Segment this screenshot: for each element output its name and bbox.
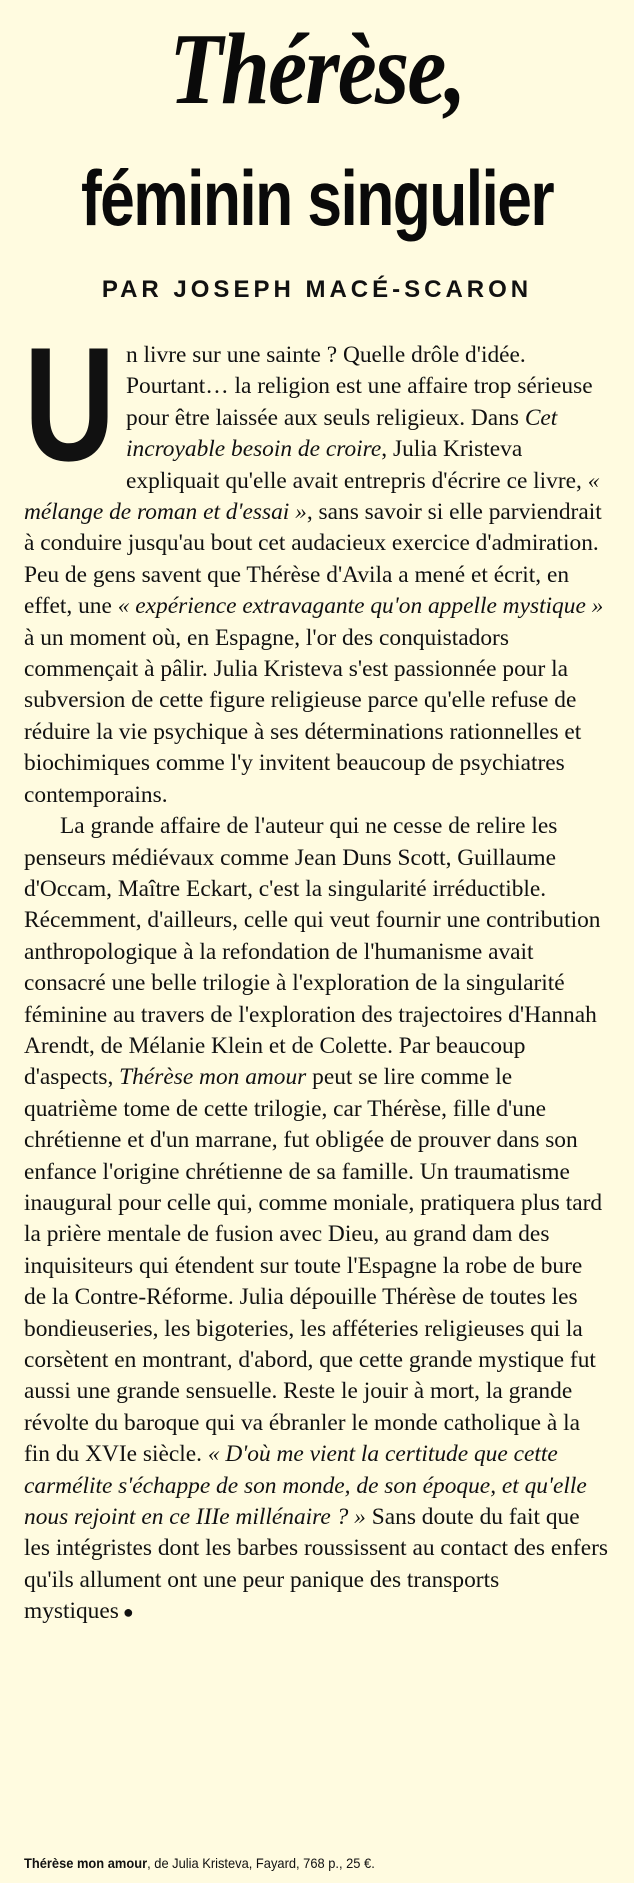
quote-italic: « expérience extravagante qu'on appelle mystique »	[117, 593, 604, 620]
headline-line-1: Thérèse,	[169, 13, 465, 126]
text-run: La grande affaire de l'auteur qui ne cesse de relire les penseurs médiévaux comme Jean Duns Scott, Guillaume d'Occam, Maître Eckart, c'est la singularité irréductible. Récemment, d'ailleurs, celle qui veut fournir une contribution anthropologique à la refondation de l'humanisme avait consacré une belle trilogie à l'exploration de la singularité féminine au travers de l'exploration des trajectoires d'Hannah Arendt, de Mélanie Klein et de Colette. Par beaucoup d'aspects,	[24, 813, 601, 1091]
text-run: à un moment où, en Espagne, l'or des conquistadors commençait à pâlir. Julia Kristeva s'est passionnée pour la subversion de cette figure religieuse parce qu'elle refuse de réduire la vie psychique à ses déterminations rationnelles et biochimiques comme l'y invitent beaucoup de psychiatres contemporains.	[24, 624, 582, 808]
drop-cap: U	[24, 314, 116, 495]
book-reference-details: , de Julia Kristeva, Fayard, 768 p., 25 €.	[147, 1855, 375, 1871]
text-run: n livre sur une sainte ? Quelle drôle d'idée. Pourtant… la religion est une affaire trop sérieuse pour être laissée aux seuls religieux. Dans	[126, 342, 593, 431]
paragraph-2	[24, 811, 610, 1629]
byline: PAR JOSEPH MACÉ-SCARON	[101, 276, 533, 303]
book-reference	[24, 1853, 576, 1873]
book-reference-title: Thérèse mon amour	[24, 1855, 148, 1871]
quote-italic: « D'où me vient la certitude que cette carmélite s'échappe de son monde, de son époque, et qu'elle nous rejoint en ce IIIe millénaire ? »	[24, 1441, 587, 1531]
book-title-italic: Thérèse mon amour	[119, 1064, 307, 1091]
text-run: Sans doute du fait que les intégristes dont les barbes roussissent au contact des enfers qu'ils allument ont une peur panique des transports mystiques	[24, 1504, 608, 1625]
headline-line-2: féminin singulier	[80, 154, 554, 242]
end-bullet: ●	[122, 1602, 134, 1623]
text-run: , Julia Kristeva expliquait qu'elle avait entrepris d'écrire ce livre,	[126, 436, 588, 494]
book-title-italic: Cet incroyable besoin de croire	[126, 404, 558, 463]
text-run: , sans savoir si elle parviendrait à conduire jusqu'au bout cet audacieux exercice d'admiration. Peu de gens savent que Thérèse d'Avila a mené et écrit, en effet, une	[24, 499, 602, 620]
quote-italic: « mélange de roman et d'essai »	[24, 467, 600, 526]
text-run: peut se lire comme le quatrième tome de cette trilogie, car Thérèse, fille d'une chrétienne et d'un marrane, fut obligée de prouver dans son enfance l'origine chrétienne de sa famille. Un traumatisme inaugural pour celle qui, comme moniale, pratiquera plus tard la prière mentale de fusion avec Dieu, au grand dam des inquisiteurs qui étendent sur toute l'Espagne la robe de bure de la Contre-Réforme. Julia dépouille Thérèse de toutes les bondieuseries, les bigoteries, les afféteries religieuses qui la corsètent en montrant, d'abord, que cette grande mystique fut aussi une grande sensuelle. Reste le jouir à mort, la grande révolte du baroque qui va ébranler le monde catholique à la fin du XVIe siècle.	[24, 1064, 603, 1468]
article-body	[24, 314, 610, 1629]
